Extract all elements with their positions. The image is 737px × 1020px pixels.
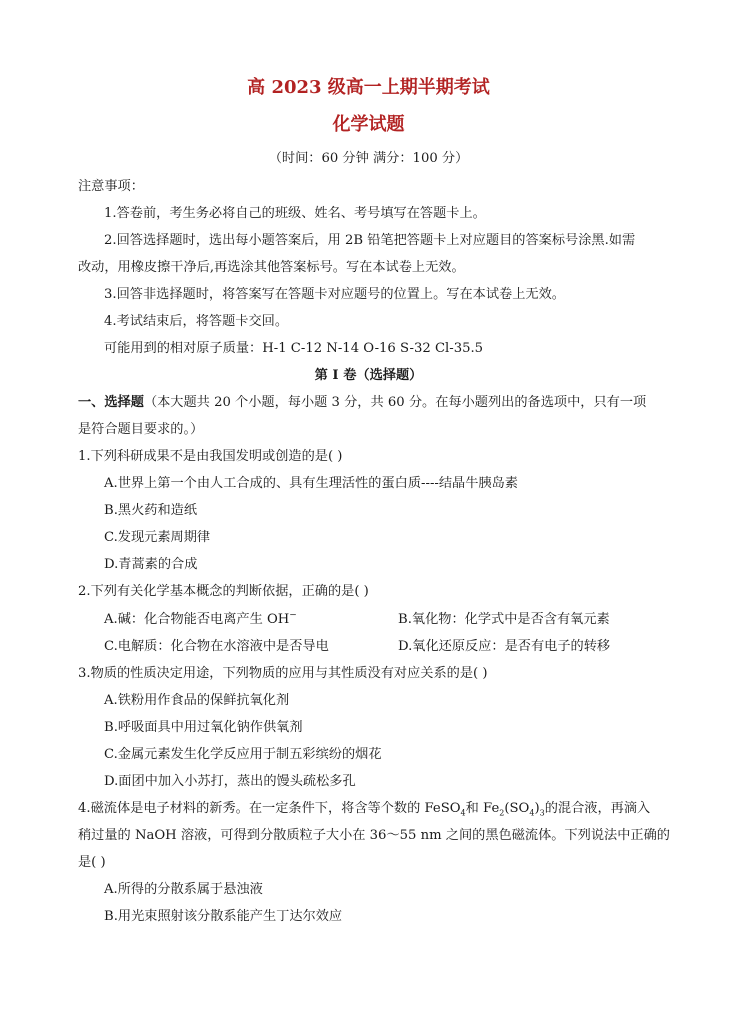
- section-intro: [78, 394, 646, 412]
- subscript: 4: [529, 808, 535, 818]
- question-2-stem: 2.下列有关化学基本概念的判断依据，正确的是( ): [78, 584, 369, 599]
- subscript: 2: [499, 808, 505, 818]
- q4-text-5: 的混合液，再滴入: [544, 801, 651, 816]
- question-4-stem: [78, 800, 650, 818]
- exam-title: 高 2023 级高一上期半期考试: [247, 77, 490, 98]
- notice-heading: 注意事项：: [78, 179, 144, 194]
- exam-info: （时间：60 分钟 满分：100 分）: [268, 151, 469, 166]
- question-1-stem: 1.下列科研成果不是由我国发明或创造的是( ): [78, 449, 343, 464]
- q4-text-1: 4.磁流体是电子材料的新秀。在一定条件下，将含等个数的 FeSO: [78, 801, 461, 816]
- q4-text-2: 和 Fe: [465, 801, 500, 816]
- question-3-option-c: C.金属元素发生化学反应用于制五彩缤纷的烟花: [104, 747, 382, 762]
- question-1-option-c: C.发现元素周期律: [104, 530, 211, 545]
- section-label: 一、选择题: [78, 395, 144, 410]
- question-1-option-d: D.青蒿素的合成: [104, 557, 198, 572]
- question-1-option-b: B.黑火药和造纸: [104, 503, 198, 518]
- notice-item-2-cont: 改动，用橡皮擦干净后,再选涂其他答案标号。写在本试卷上无效。: [78, 260, 465, 275]
- question-2-option-a: [104, 611, 297, 629]
- option-a-text: A.碱：化合物能否电离产生 OH: [104, 612, 290, 627]
- subscript: 3: [539, 808, 545, 818]
- atomic-mass-line: 可能用到的相对原子质量：H-1 C-12 N-14 O-16 S-32 Cl-35.5: [104, 341, 484, 356]
- question-4-option-b: B.用光束照射该分散系能产生丁达尔效应: [104, 909, 343, 924]
- question-3-stem: 3.物质的性质决定用途，下列物质的应用与其性质没有对应关系的是( ): [78, 666, 488, 681]
- question-1-option-a: A.世界上第一个由人工合成的、具有生理活性的蛋白质----结晶牛胰岛素: [104, 476, 518, 491]
- q4-text-4: ): [534, 801, 540, 816]
- question-3-option-d: D.面团中加入小苏打，蒸出的馒头疏松多孔: [104, 774, 356, 789]
- notice-item-2: 2.回答选择题时，选出每小题答案后，用 2B 铅笔把答题卡上对应题目的答案标号涂黑.如需: [104, 233, 636, 248]
- volume-title: 第 I 卷（选择题）: [314, 368, 423, 383]
- charge-superscript: −: [289, 610, 297, 621]
- subscript: 4: [460, 808, 466, 818]
- question-4-stem-end: 是( ): [78, 855, 106, 870]
- q4-text-3: (SO: [504, 801, 530, 816]
- question-2-option-d: D.氧化还原反应：是否有电子的转移: [398, 639, 611, 654]
- section-desc: （本大题共 20 个小题，每小题 3 分，共 60 分。在每小题列出的备选项中，只有一项: [143, 395, 647, 410]
- question-4-stem-cont: 稍过量的 NaOH 溶液，可得到分散质粒子大小在 36～55 nm 之间的黑色磁流体。下列说法中正确的: [78, 828, 670, 843]
- notice-item-3: 3.回答非选择题时，将答案写在答题卡对应题号的位置上。写在本试卷上无效。: [104, 287, 565, 302]
- question-3-option-b: B.呼吸面具中用过氧化钠作供氧剂: [104, 720, 303, 735]
- question-2-option-b: B.氧化物：化学式中是否含有氧元素: [398, 612, 610, 627]
- section-desc-cont: 是符合题目要求的。）: [78, 422, 204, 437]
- question-3-option-a: A.铁粉用作食品的保鲜抗氧化剂: [104, 693, 290, 708]
- notice-item-1: 1.答卷前，考生务必将自己的班级、姓名、考号填写在答题卡上。: [104, 206, 486, 221]
- question-4-option-a: A.所得的分散系属于悬浊液: [104, 882, 263, 897]
- notice-item-4: 4.考试结束后，将答题卡交回。: [104, 314, 289, 329]
- question-2-option-c: C.电解质：化合物在水溶液中是否导电: [104, 639, 329, 654]
- subject-title: 化学试题: [332, 114, 405, 135]
